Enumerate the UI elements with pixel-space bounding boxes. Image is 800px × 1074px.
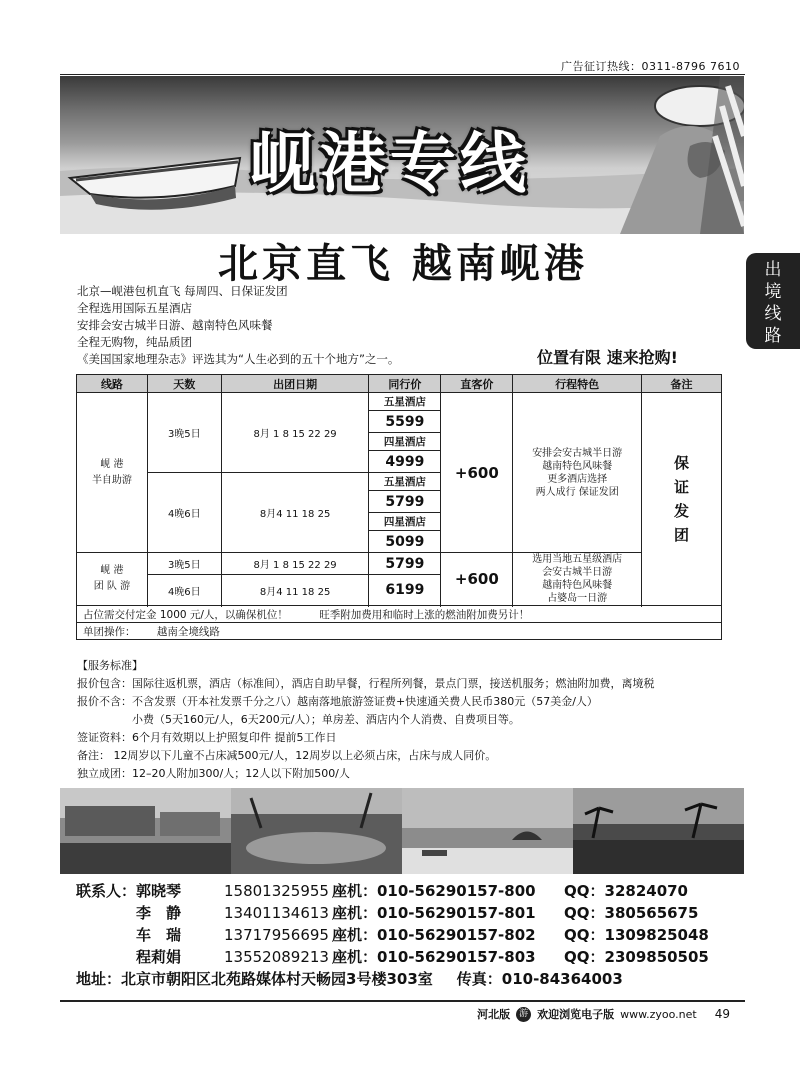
feature-line: 两人成行 保证发团 [535,486,619,498]
service-line: 小费（5天160元/人，6天200元/人）；单房差、酒店内个人消费、自费项目等。 [77,713,520,726]
header-route: 线路 [77,375,148,393]
contact-tel: 座机：010-56290157-802 [332,926,536,944]
peer-price: 5599 [369,411,441,433]
contact-tel: 座机：010-56290157-800 [332,882,536,900]
peer-price: 5799 [369,553,441,575]
direct-price-cell: +600 [441,553,513,606]
contact-mobile: 13401134613 [224,904,329,922]
contact-name: 联系人：郭晓琴 [76,882,182,900]
note-char: 团 [674,526,690,544]
peer-price: 6199 [369,575,441,606]
single-op-label: 单团操作： [83,625,136,638]
service-line: 报价不含：不含发票（开本社发票千分之八）越南落地旅游签证费+快速通关费人民币380元（57美金/人） [77,695,598,708]
single-op-cell [77,623,722,640]
brand-logo-icon: 游 [516,1007,531,1022]
intro-line: 安排会安古城半日游、越南特色风味餐 [77,318,273,332]
section-tab-char: 境 [764,282,782,302]
features-cell [513,393,642,553]
service-line: 签证资料：6个月有效期以上护照复印件 提前5工作日 [77,731,337,744]
contact-name: 程莉娟 [76,948,182,966]
deposit-note: 占位需交付定金 1000 元/人，以确保机位！ [83,608,288,621]
contact-qq: QQ：1309825048 [564,926,709,944]
section-tab-char: 路 [764,326,782,346]
note-char: 证 [674,478,690,496]
hotel-grade: 五星酒店 [369,473,441,491]
contact-tel: 座机：010-56290157-803 [332,948,536,966]
days-cell: 4晚6日 [147,575,221,606]
dates-cell: 8月 1 8 15 22 29 [221,553,369,575]
pool-photo [231,788,402,874]
service-line: 【服务标准】 [77,659,143,672]
beach-photo [402,788,573,874]
contact-row [76,880,709,902]
header-features: 行程特色 [513,375,642,393]
hotel-grade: 四星酒店 [369,513,441,531]
bottom-divider [60,1000,745,1002]
deposit-cell [77,606,722,623]
section-tab-char: 线 [764,304,782,324]
single-op-value: 越南全境线路 [156,625,220,638]
direct-price-cell: +600 [441,393,513,553]
contact-name: 李 静 [76,904,182,922]
contact-qq: QQ：32824070 [564,882,688,900]
page-footer [477,1006,730,1022]
intro-line: 北京—岘港包机直飞 每周四、日保证发团 [77,284,288,298]
features-cell [513,553,642,606]
table-row [77,553,722,575]
contact-mobile: 13717956695 [224,926,329,944]
route-cell: 岘 港 半自助游 [77,393,148,553]
contact-block [76,880,709,990]
feature-line: 越南特色风味餐 [542,460,613,472]
days-cell: 3晚5日 [147,553,221,575]
sub-title: 北京直飞 越南岘港 [218,240,588,287]
peer-price: 5799 [369,491,441,513]
feature-line: 越南特色风味餐 [542,580,613,591]
dates-cell: 8月4 11 18 25 [221,473,369,553]
single-op-row [77,623,722,640]
service-line: 报价包含：国际往返机票，酒店（标准间），酒店自助早餐，行程所列餐，景点门票，接送机服务；燃油附加费，离境税 [77,677,655,690]
note-char: 保 [674,454,690,472]
sunset-photo [573,788,744,874]
banner-image [60,76,744,234]
section-tab-char: 出 [764,260,782,280]
welcome-text: 欢迎浏览电子版 [537,1008,615,1021]
table-header-row [77,375,722,393]
resort-photo [60,788,231,874]
address: 地址：北京市朝阳区北苑路媒体村天畅园3号楼303室 [76,970,433,988]
contact-name: 车 瑞 [76,926,182,944]
feature-line: 安排会安古城半日游 [532,447,623,459]
header-dates: 出团日期 [221,375,369,393]
feature-line: 会安古城半日游 [542,567,613,578]
ad-hotline: 广告征订热线：0311-8796 7610 [561,60,740,73]
note-char: 发 [674,502,690,520]
days-cell: 4晚6日 [147,473,221,553]
dates-cell: 8月 1 8 15 22 29 [221,393,369,473]
feature-line: 选用当地五星级酒店 [532,554,623,565]
section-tab [746,253,800,349]
contact-qq: QQ：380565675 [564,904,699,922]
peer-price: 4999 [369,451,441,473]
note-cell [642,393,722,606]
edition-label: 河北版 [477,1008,511,1021]
address-row [76,968,709,990]
contact-mobile: 15801325955 [224,882,329,900]
header-days: 天数 [147,375,221,393]
contact-mobile: 13552089213 [224,948,329,966]
header-direct-price: 直客价 [441,375,513,393]
fax: 传真：010-84364003 [456,970,623,988]
hotel-grade: 四星酒店 [369,433,441,451]
tour-price-table [76,374,722,640]
deposit-row [77,606,722,623]
fuel-note: 旺季附加费用和临时上涨的燃油附加费另计！ [319,608,530,621]
intro-line: 全程无购物，纯品质团 [77,335,192,349]
page-number: 49 [714,1007,730,1021]
intro-list [77,283,399,368]
banner-title: 岘港专线 [250,124,530,202]
service-standards [77,657,655,783]
route-cell: 岘 港 团 队 游 [77,553,148,606]
contact-qq: QQ：2309850505 [564,948,709,966]
contact-row [76,902,709,924]
service-line: 备注： 12周岁以下儿童不占床减500元/人，12周岁以上必须占床，占床与成人同价。 [77,749,497,762]
feature-line: 占婆岛一日游 [547,593,608,604]
top-divider [60,74,745,75]
intro-line: 《美国国家地理杂志》评选其为“人生必到的五十个地方”之一。 [77,352,400,366]
photo-strip [60,788,744,874]
peer-price: 5099 [369,531,441,553]
feature-line: 更多酒店选择 [547,473,608,485]
intro-line: 全程选用国际五星酒店 [77,301,192,315]
days-cell: 3晚5日 [147,393,221,473]
contact-row [76,924,709,946]
contact-row [76,946,709,968]
service-line: 独立成团：12–20人附加300/人；12人以下附加500/人 [77,767,350,780]
contact-tel: 座机：010-56290157-801 [332,904,536,922]
header-peer-price: 同行价 [369,375,441,393]
header-note: 备注 [642,375,722,393]
hotel-grade: 五星酒店 [369,393,441,411]
site-url[interactable]: www.zyoo.net [620,1007,697,1021]
table-row [77,393,722,411]
slogan: 位置有限 速来抢购! [537,348,678,367]
dates-cell: 8月4 11 18 25 [221,575,369,606]
